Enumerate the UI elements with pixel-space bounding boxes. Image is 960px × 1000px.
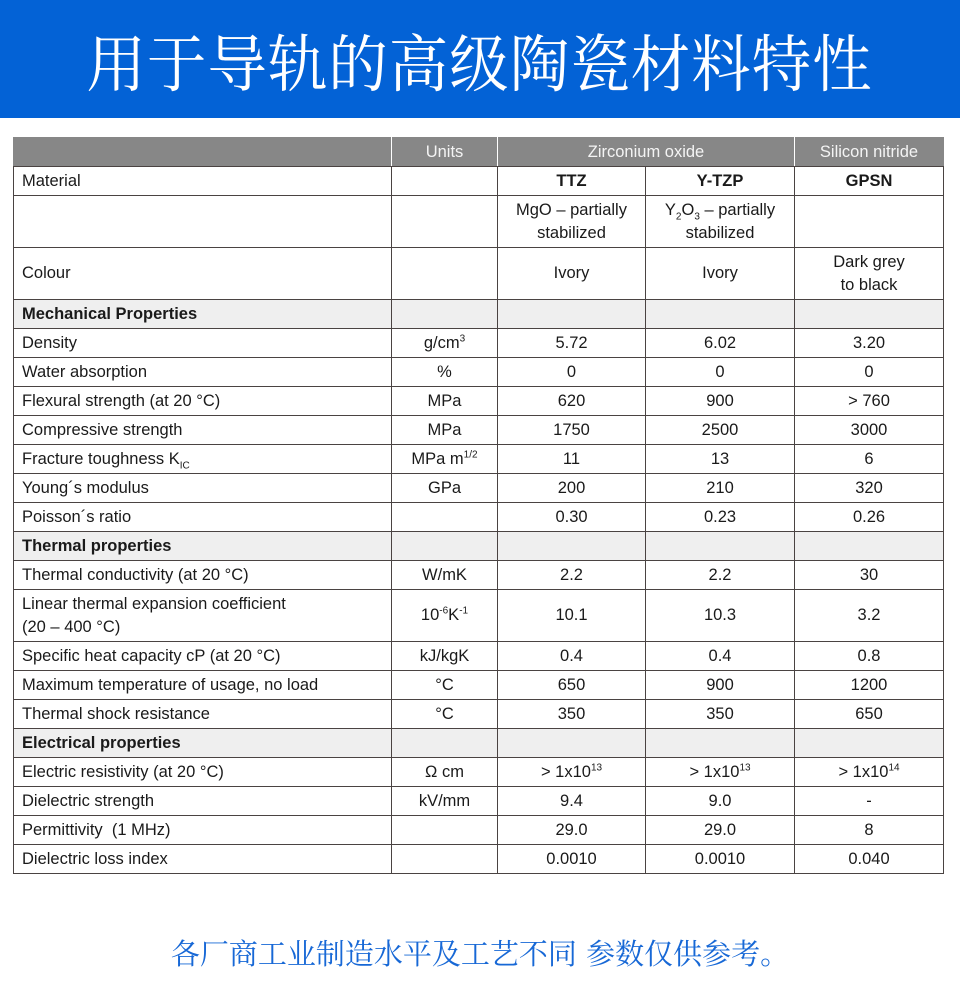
label-text: Fracture toughness K: [22, 450, 180, 468]
unit-cell: [392, 248, 498, 300]
unit-cell: [392, 196, 498, 248]
label-text: Linear thermal expansion coefficient: [22, 594, 286, 613]
value-gpsn: [795, 758, 944, 787]
value-superscript: 14: [888, 762, 900, 774]
table-row-dielectric-loss: [14, 845, 944, 874]
table-row-thermal-expansion: [14, 590, 944, 642]
value-ttz: 0.0010: [498, 845, 646, 874]
row-label: Thermal shock resistance: [14, 700, 392, 729]
value-ytzp: [646, 758, 795, 787]
unit-cell: [392, 503, 498, 532]
header-property: [14, 138, 392, 167]
table-row-colour: [14, 248, 944, 300]
value-gpsn: 1200: [795, 671, 944, 700]
unit-cell: MPa: [392, 387, 498, 416]
stabilization-text: stabilized: [685, 223, 755, 242]
row-label: [14, 445, 392, 474]
value-ttz: [498, 758, 646, 787]
row-label: Thermal conductivity (at 20 °C): [14, 561, 392, 590]
label-text: (20 – 400 °C): [22, 617, 121, 636]
value-ytzp: 0: [646, 358, 795, 387]
unit-superscript: 3: [459, 333, 466, 345]
value-gpsn: 3000: [795, 416, 944, 445]
value-ttz: 0.4: [498, 642, 646, 671]
value-gpsn: 3.20: [795, 329, 944, 358]
row-label: Maximum temperature of usage, no load: [14, 671, 392, 700]
value-ttz: 9.4: [498, 787, 646, 816]
value-gpsn: 0: [795, 358, 944, 387]
value-ytzp: 210: [646, 474, 795, 503]
disclaimer-note: 各厂商工业制造水平及工艺不同 参数仅供参考。: [170, 937, 790, 971]
row-label: [14, 196, 392, 248]
section-title: Thermal properties: [14, 532, 392, 561]
unit-cell: [392, 816, 498, 845]
value-ytzp: 9.0: [646, 787, 795, 816]
unit-text: K: [448, 606, 460, 624]
table-row-water-absorption: [14, 358, 944, 387]
empty-cell: [498, 729, 646, 758]
value-ttz: 10.1: [498, 590, 646, 642]
label-subscript: IC: [179, 460, 190, 472]
colour-text: to black: [840, 275, 898, 294]
value-ytzp: 350: [646, 700, 795, 729]
formula-part: Y: [664, 200, 676, 219]
table-row-poissons-ratio: [14, 503, 944, 532]
value-ytzp: 2500: [646, 416, 795, 445]
material-gpsn: GPSN: [795, 167, 944, 196]
colour-gpsn: [795, 248, 944, 300]
table-row-flexural-strength: [14, 387, 944, 416]
ceramic-properties-table: [13, 137, 944, 874]
value-ttz: 29.0: [498, 816, 646, 845]
row-label: Material: [14, 167, 392, 196]
table-row-electric-resistivity: [14, 758, 944, 787]
empty-cell: [392, 532, 498, 561]
empty-cell: [646, 300, 795, 329]
row-label: Colour: [14, 248, 392, 300]
formula-subscript: 2: [675, 210, 682, 222]
table-row-compressive-strength: [14, 416, 944, 445]
stabilization-text: MgO – partially: [516, 200, 627, 219]
empty-cell: [646, 729, 795, 758]
table-row-max-temperature: [14, 671, 944, 700]
table-row-density: [14, 329, 944, 358]
value-gpsn: 320: [795, 474, 944, 503]
value-gpsn: 650: [795, 700, 944, 729]
value-superscript: 13: [739, 762, 751, 774]
row-label: Specific heat capacity cP (at 20 °C): [14, 642, 392, 671]
table-row-stabilization: [14, 196, 944, 248]
value-text: > 1x10: [540, 763, 591, 781]
row-label: Density: [14, 329, 392, 358]
value-ytzp: 29.0: [646, 816, 795, 845]
value-gpsn: 0.040: [795, 845, 944, 874]
empty-cell: [795, 300, 944, 329]
section-row-electrical: [14, 729, 944, 758]
header-zirconium-oxide: Zirconium oxide: [498, 138, 795, 167]
value-ttz: 350: [498, 700, 646, 729]
value-superscript: 13: [590, 762, 603, 774]
value-ytzp: 10.3: [646, 590, 795, 642]
unit-text: MPa m: [411, 450, 464, 468]
value-gpsn: 3.2: [795, 590, 944, 642]
stabilization-ytzp: [646, 196, 795, 248]
table-row-fracture-toughness: [14, 445, 944, 474]
row-label: Electric resistivity (at 20 °C): [14, 758, 392, 787]
colour-text: Dark grey: [833, 252, 905, 271]
section-title: Electrical properties: [14, 729, 392, 758]
unit-cell: [392, 845, 498, 874]
unit-superscript: -1: [459, 605, 469, 617]
unit-cell: kJ/kgK: [392, 642, 498, 671]
value-gpsn: -: [795, 787, 944, 816]
stabilization-text: – partially: [699, 200, 776, 219]
formula-part: O: [681, 200, 695, 219]
empty-cell: [498, 532, 646, 561]
material-ytzp: Y-TZP: [646, 167, 795, 196]
section-title: Mechanical Properties: [14, 300, 392, 329]
value-text: > 1x10: [838, 763, 889, 781]
header-silicon-nitride: Silicon nitride: [795, 138, 944, 167]
table-header-row: [14, 138, 944, 167]
table-row-material: [14, 167, 944, 196]
table-row-heat-capacity: [14, 642, 944, 671]
material-ttz: TTZ: [498, 167, 646, 196]
section-row-thermal: [14, 532, 944, 561]
value-ttz: 11: [498, 445, 646, 474]
value-ytzp: 0.23: [646, 503, 795, 532]
unit-cell: %: [392, 358, 498, 387]
unit-cell: °C: [392, 671, 498, 700]
value-gpsn: 30: [795, 561, 944, 590]
value-gpsn: 8: [795, 816, 944, 845]
row-label: Flexural strength (at 20 °C): [14, 387, 392, 416]
table-row-youngs-modulus: [14, 474, 944, 503]
empty-cell: [392, 729, 498, 758]
empty-cell: [795, 532, 944, 561]
value-gpsn: 6: [795, 445, 944, 474]
row-label: Dielectric strength: [14, 787, 392, 816]
stabilization-gpsn: [795, 196, 944, 248]
colour-ttz: Ivory: [498, 248, 646, 300]
stabilization-text: stabilized: [537, 223, 606, 242]
unit-text: g/cm: [423, 334, 460, 352]
unit-cell: °C: [392, 700, 498, 729]
value-ytzp: 6.02: [646, 329, 795, 358]
stabilization-ttz: [498, 196, 646, 248]
unit-cell: [392, 590, 498, 642]
unit-cell: kV/mm: [392, 787, 498, 816]
value-ytzp: 0.4: [646, 642, 795, 671]
table-row-dielectric-strength: [14, 787, 944, 816]
section-row-mechanical: [14, 300, 944, 329]
value-ttz: 650: [498, 671, 646, 700]
value-text: > 1x10: [689, 763, 740, 781]
value-ttz: 2.2: [498, 561, 646, 590]
unit-cell: GPa: [392, 474, 498, 503]
value-ytzp: 900: [646, 387, 795, 416]
unit-cell: Ω cm: [392, 758, 498, 787]
row-label: Water absorption: [14, 358, 392, 387]
row-label: Poisson´s ratio: [14, 503, 392, 532]
unit-cell: [392, 167, 498, 196]
value-ttz: 0.30: [498, 503, 646, 532]
unit-cell: [392, 329, 498, 358]
row-label: [14, 590, 392, 642]
value-gpsn: > 760: [795, 387, 944, 416]
unit-text: 10: [420, 606, 440, 624]
table-row-permittivity: [14, 816, 944, 845]
empty-cell: [795, 729, 944, 758]
table-row-thermal-conductivity: [14, 561, 944, 590]
value-ttz: 200: [498, 474, 646, 503]
colour-ytzp: Ivory: [646, 248, 795, 300]
unit-superscript: -6: [439, 605, 449, 617]
unit-cell: [392, 445, 498, 474]
row-label: Young´s modulus: [14, 474, 392, 503]
value-ttz: 620: [498, 387, 646, 416]
value-ttz: 5.72: [498, 329, 646, 358]
empty-cell: [646, 532, 795, 561]
value-gpsn: 0.26: [795, 503, 944, 532]
row-label: Permittivity (1 MHz): [14, 816, 392, 845]
unit-cell: W/mK: [392, 561, 498, 590]
formula-subscript: 3: [694, 210, 700, 222]
page-title: 用于导轨的高级陶瓷材料特性: [86, 27, 874, 101]
row-label: Compressive strength: [14, 416, 392, 445]
empty-cell: [392, 300, 498, 329]
value-ttz: 1750: [498, 416, 646, 445]
header-units: Units: [392, 138, 498, 167]
empty-cell: [498, 300, 646, 329]
value-ytzp: 0.0010: [646, 845, 795, 874]
unit-cell: MPa: [392, 416, 498, 445]
row-label: Dielectric loss index: [14, 845, 392, 874]
value-ytzp: 900: [646, 671, 795, 700]
title-banner: [0, 0, 960, 118]
value-ytzp: 13: [646, 445, 795, 474]
value-gpsn: 0.8: [795, 642, 944, 671]
value-ttz: 0: [498, 358, 646, 387]
unit-superscript: 1/2: [463, 449, 478, 461]
value-ytzp: 2.2: [646, 561, 795, 590]
table-row-thermal-shock: [14, 700, 944, 729]
